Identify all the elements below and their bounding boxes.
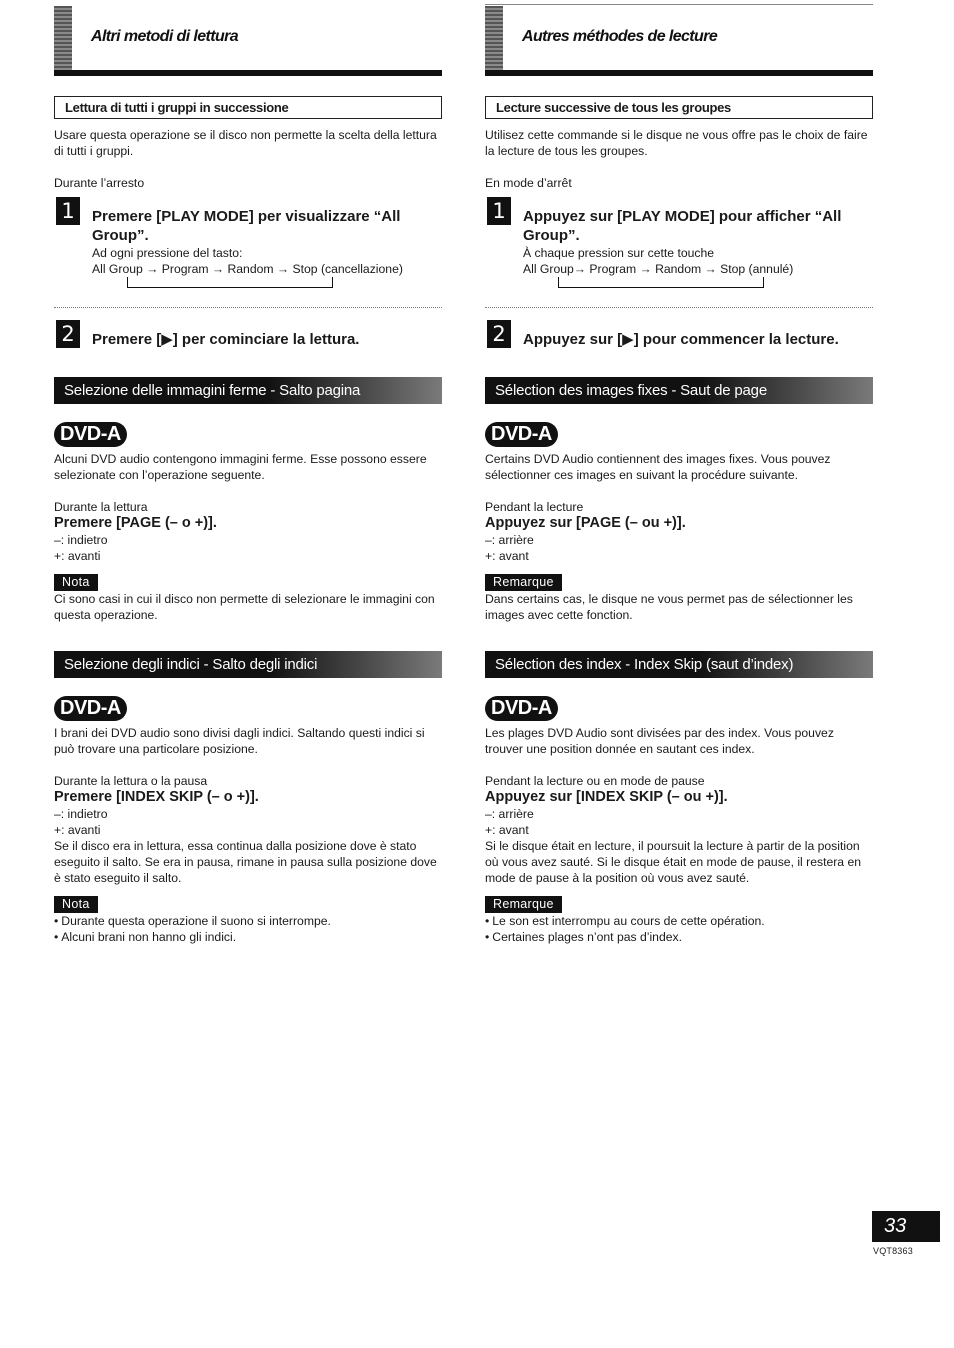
step-number: 1 <box>487 197 511 225</box>
minus-label: –: arrière <box>485 807 534 821</box>
dvd-audio-badge: DVD-A <box>54 696 127 721</box>
note-label: Nota <box>54 896 98 913</box>
header-marker <box>485 6 503 76</box>
header-marker <box>54 6 72 76</box>
action-instruction: Premere [INDEX SKIP (– o +)]. <box>54 789 259 805</box>
step-title: Appuyez sur [▶] pour commencer la lecture. <box>523 331 839 348</box>
divider <box>54 307 442 308</box>
condition-text: Durante la lettura <box>54 500 148 514</box>
minus-label: –: arrière <box>485 533 534 547</box>
divider <box>485 307 873 308</box>
condition-text: Durante la lettura o la pausa <box>54 774 208 788</box>
section-bar-index-skip: Selezione degli indici - Salto degli indici <box>54 651 442 678</box>
intro-text: Usare questa operazione se il disco non permette la scelta della lettura di tutti i gruppi. <box>54 128 437 158</box>
step-title: Appuyez sur [PLAY MODE] pour afficher “All Group”. <box>523 208 842 244</box>
header-rule <box>485 70 873 76</box>
plus-label: +: avanti <box>54 549 101 563</box>
header-rule <box>54 70 442 76</box>
section-text: Se il disco era in lettura, essa continua dalla posizione dove è stato eseguito il salto. Se era in pausa, rimane in pausa sulla posizione dove è stato eseguito il salto. <box>54 839 437 885</box>
cycle-sequence: All Group→ Program → Random → Stop (annulé) <box>523 262 794 276</box>
plus-label: +: avant <box>485 823 529 837</box>
intro-text: Utilisez cette commande si le disque ne vous offre pas le choix de faire la lecture de tous les groupes. <box>485 128 868 158</box>
section-bar-index-skip: Sélection des index - Index Skip (saut d’index) <box>485 651 873 678</box>
section-header <box>54 0 442 78</box>
minus-label: –: indietro <box>54 533 108 547</box>
note-bullet: • Le son est interrompu au cours de cette opération. <box>485 913 873 929</box>
step-1 <box>54 195 442 295</box>
step-title: Premere [▶] per cominciare la lettura. <box>92 331 360 348</box>
cycle-sequence: All Group → Program → Random → Stop (cancellazione) <box>92 262 403 276</box>
column-french <box>485 0 873 945</box>
dvd-audio-badge: DVD-A <box>485 696 558 721</box>
step-number: 2 <box>56 320 80 348</box>
section-intro: Les plages DVD Audio sont divisées par des index. Vous pouvez trouver une position donnée en sautant ces index. <box>485 726 834 756</box>
note-text: Ci sono casi in cui il disco non permette di selezionare le immagini con questa operazione. <box>54 592 435 622</box>
condition-text: En mode d’arrêt <box>485 176 572 190</box>
step-number: 1 <box>56 197 80 225</box>
subsection-title: Lettura di tutti i gruppi in successione <box>54 96 442 119</box>
note-text: Dans certains cas, le disque ne vous permet pas de sélectionner les images avec cette fonction. <box>485 592 853 622</box>
model-code: VQT8363 <box>873 1246 913 1256</box>
action-instruction: Appuyez sur [INDEX SKIP (– ou +)]. <box>485 789 728 805</box>
note-bullet: • Certaines plages n’ont pas d’index. <box>485 929 873 945</box>
note-label: Remarque <box>485 896 562 913</box>
plus-label: +: avant <box>485 549 529 563</box>
step-text: À chaque pression sur cette touche <box>523 246 715 260</box>
condition-text: Pendant la lecture ou en mode de pause <box>485 774 705 788</box>
step-title: Premere [PLAY MODE] per visualizzare “All Group”. <box>92 208 401 244</box>
dvd-audio-badge: DVD-A <box>485 422 558 447</box>
header-thin-rule <box>485 4 873 5</box>
section-intro: Alcuni DVD audio contengono immagini ferme. Esse possono essere selezionate con l’operazione seguente. <box>54 452 427 482</box>
section-bar-page-skip: Sélection des images fixes - Saut de page <box>485 377 873 404</box>
note-bullet: • Durante questa operazione il suono si interrompe. <box>54 913 442 929</box>
column-italian <box>54 0 442 945</box>
minus-label: –: indietro <box>54 807 108 821</box>
step-2 <box>54 318 442 349</box>
note-label: Remarque <box>485 574 562 591</box>
section-text: Si le disque était en lecture, il poursuit la lecture à partir de la position où vous avez sauté. Si le disque était en mode de pause, il restera en mode de pause à la position où vous avez sauté. <box>485 839 862 885</box>
action-instruction: Appuyez sur [PAGE (– ou +)]. <box>485 515 686 531</box>
condition-text: Durante l’arresto <box>54 176 145 190</box>
section-intro: Certains DVD Audio contiennent des images fixes. Vous pouvez sélectionner ces images en suivant la procédure suivante. <box>485 452 831 482</box>
step-number: 2 <box>487 320 511 348</box>
header-title: Autres méthodes de lecture <box>522 28 718 45</box>
section-intro: I brani dei DVD audio sono divisi dagli indici. Saltando questi indici si può trovare una particolare posizione. <box>54 726 425 756</box>
page-number: 33 <box>872 1211 940 1242</box>
header-title: Altri metodi di lettura <box>91 28 239 45</box>
step-2 <box>485 318 873 349</box>
dvd-audio-badge: DVD-A <box>54 422 127 447</box>
subsection-title: Lecture successive de tous les groupes <box>485 96 873 119</box>
note-label: Nota <box>54 574 98 591</box>
section-header <box>485 0 873 78</box>
step-1 <box>485 195 873 295</box>
condition-text: Pendant la lecture <box>485 500 584 514</box>
cycle-return-arrow <box>92 277 442 295</box>
section-bar-page-skip: Selezione delle immagini ferme - Salto pagina <box>54 377 442 404</box>
step-text: Ad ogni pressione del tasto: <box>92 246 243 260</box>
plus-label: +: avanti <box>54 823 101 837</box>
note-bullet: • Alcuni brani non hanno gli indici. <box>54 929 442 945</box>
action-instruction: Premere [PAGE (– o +)]. <box>54 515 217 531</box>
cycle-return-arrow <box>523 277 873 295</box>
